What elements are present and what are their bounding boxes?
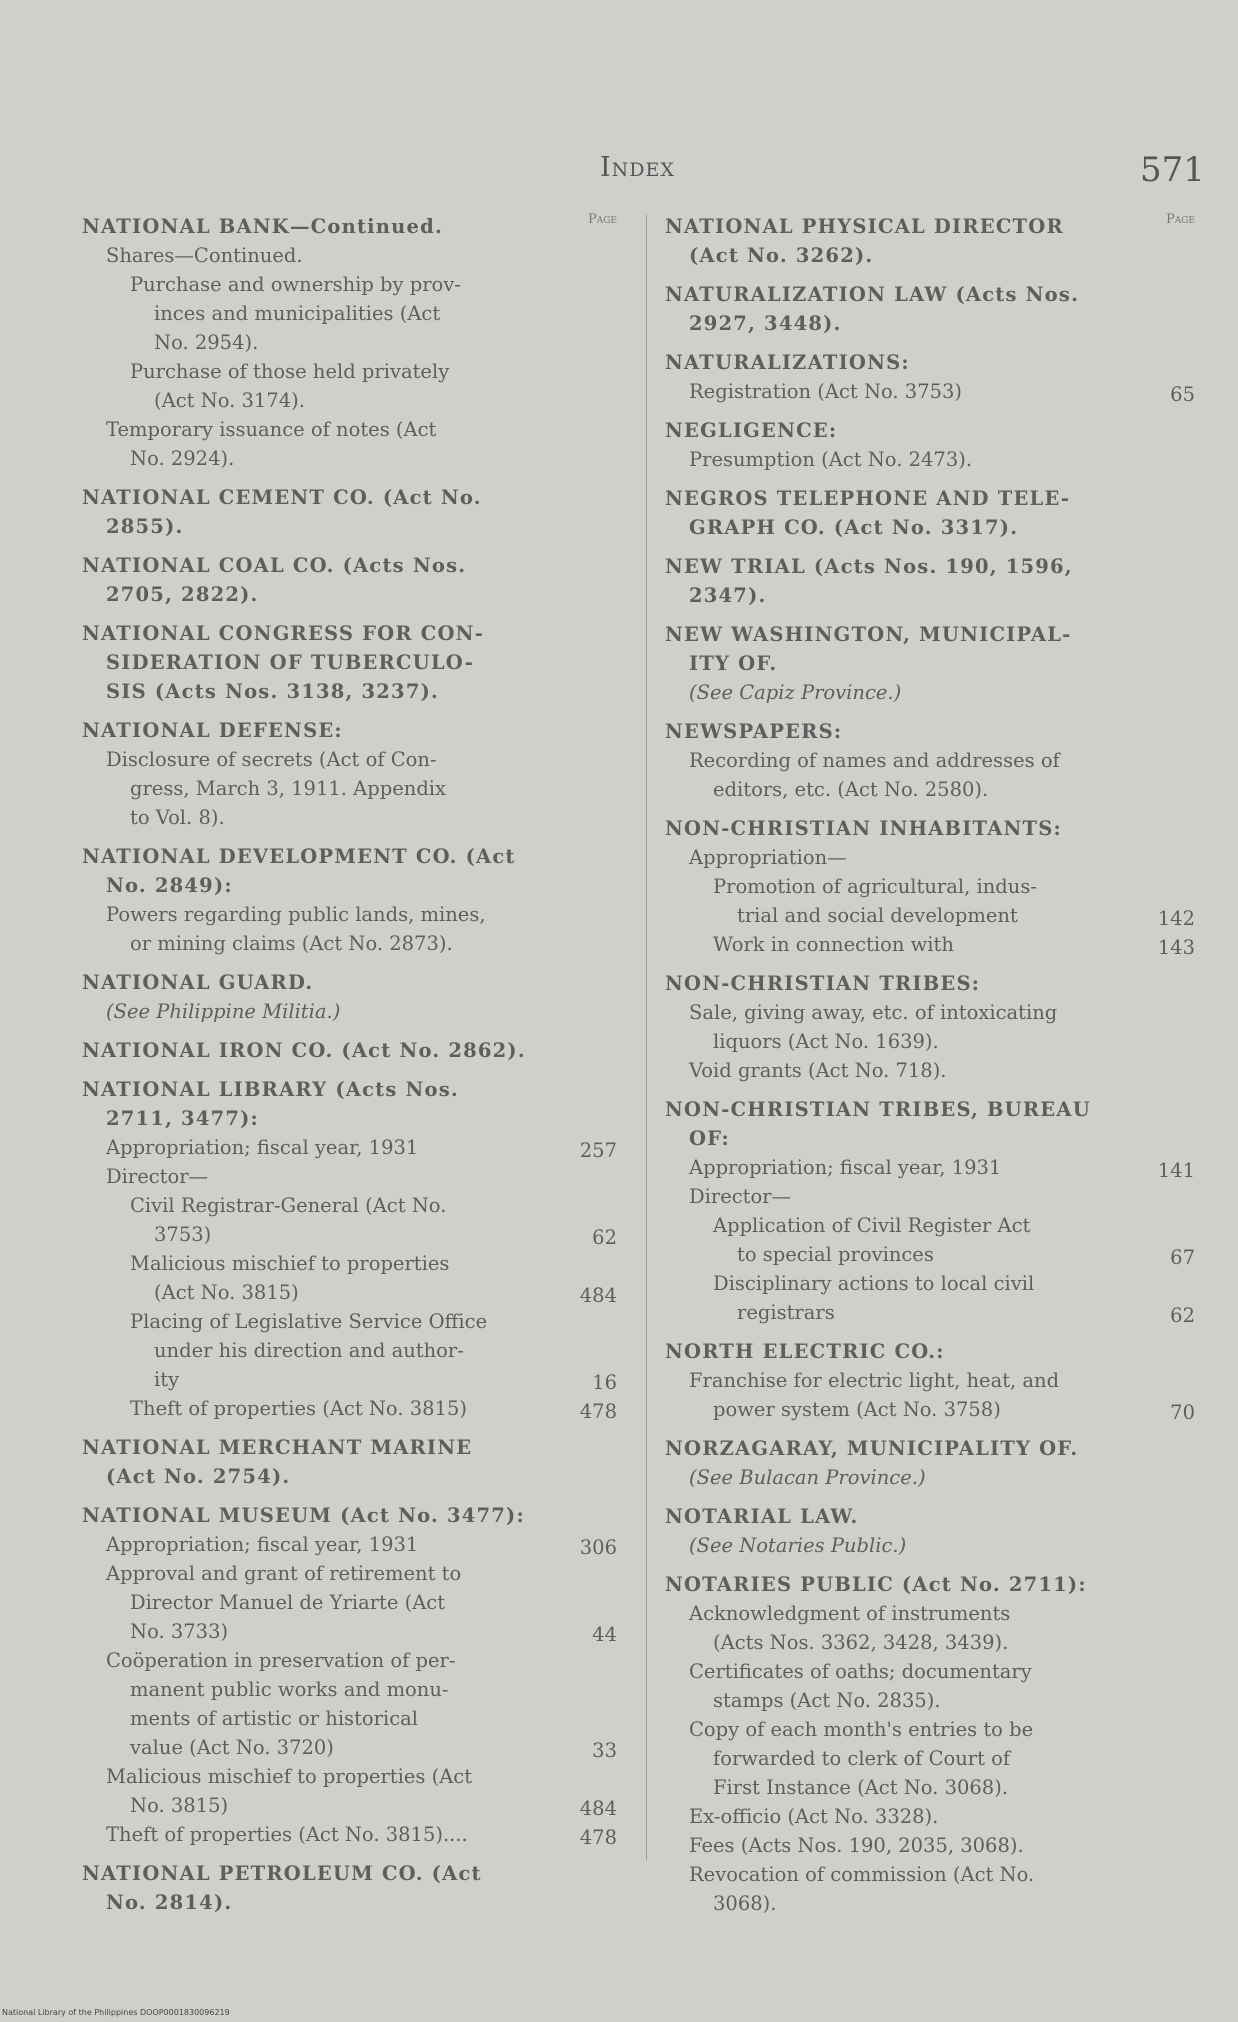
index-subentry xyxy=(665,843,1195,872)
index-line: Void grants (Act No. 718). xyxy=(689,1059,947,1082)
index-line: NEWSPAPERS: xyxy=(665,720,843,743)
index-subentry xyxy=(665,1531,1195,1560)
index-line: NEW WASHINGTON, MUNICIPAL- xyxy=(665,623,1072,646)
index-line: Malicious mischief to properties (Act xyxy=(106,1765,473,1788)
index-subentry xyxy=(665,1182,1195,1211)
index-heading xyxy=(82,842,617,900)
index-line: NATURALIZATION LAW (Acts Nos. xyxy=(665,283,1080,306)
index-subentry xyxy=(82,997,617,1026)
index-subentry xyxy=(82,1762,617,1820)
index-line: NATIONAL MUSEUM (Act No. 3477): xyxy=(82,1504,525,1527)
index-line: Placing of Legislative Service Office xyxy=(130,1310,488,1333)
index-heading xyxy=(665,552,1195,610)
index-line: ity xyxy=(154,1368,180,1391)
index-line: Application of Civil Register Act xyxy=(713,1214,1031,1237)
index-subentry xyxy=(665,1056,1195,1085)
index-heading xyxy=(665,620,1195,678)
index-heading xyxy=(82,1859,617,1917)
index-subentry xyxy=(82,1133,617,1162)
index-heading xyxy=(665,348,1195,377)
right-index-column xyxy=(665,212,1195,1918)
index-line: (Act No. 3174). xyxy=(154,389,305,412)
index-heading xyxy=(665,1095,1195,1153)
index-heading xyxy=(82,1075,617,1133)
page-column-label-left: Page xyxy=(587,212,617,227)
index-heading xyxy=(665,416,1195,445)
index-line: NATURALIZATIONS: xyxy=(665,351,910,374)
index-line: gress, March 3, 1911. Appendix xyxy=(130,777,447,800)
index-line: manent public works and monu- xyxy=(130,1678,449,1701)
index-subentry xyxy=(82,1394,617,1423)
index-line: Coöperation in preservation of per- xyxy=(106,1649,456,1672)
index-line: NATIONAL IRON CO. (Act No. 2862). xyxy=(82,1039,526,1062)
index-line: (Act No. 2754). xyxy=(106,1465,291,1488)
index-subentry xyxy=(665,1860,1195,1918)
index-subentry xyxy=(665,1366,1195,1424)
index-line: (See Notaries Public.) xyxy=(689,1534,907,1557)
index-heading xyxy=(82,619,617,706)
index-subentry xyxy=(665,678,1195,707)
index-subentry xyxy=(82,1559,617,1646)
page-reference: 67 xyxy=(1170,1246,1195,1269)
index-line: NORZAGARAY, MUNICIPALITY OF. xyxy=(665,1437,1079,1460)
index-line: SIDERATION OF TUBERCULO- xyxy=(106,651,474,674)
index-line: Ex-officio (Act No. 3328). xyxy=(689,1805,939,1828)
index-line: No. 2924). xyxy=(130,447,235,470)
index-line: 2855). xyxy=(106,515,184,538)
index-subentry xyxy=(665,1802,1195,1831)
index-line: NATIONAL DEFENSE: xyxy=(82,719,343,742)
index-line: NATIONAL LIBRARY (Acts Nos. xyxy=(82,1078,459,1101)
index-line: NATIONAL CONGRESS FOR CON- xyxy=(82,622,484,645)
index-line: stamps (Act No. 2835). xyxy=(713,1689,941,1712)
index-line: Director Manuel de Yriarte (Act xyxy=(130,1591,446,1614)
index-line: Shares—Continued. xyxy=(106,244,303,267)
page-reference: 306 xyxy=(579,1536,617,1559)
index-subentry xyxy=(82,1307,617,1394)
page-reference: 62 xyxy=(1170,1304,1195,1327)
page-reference: 257 xyxy=(579,1139,617,1162)
index-subentry xyxy=(82,1646,617,1762)
index-subentry xyxy=(665,1211,1195,1269)
index-line: NON-CHRISTIAN TRIBES: xyxy=(665,972,981,995)
page-reference: 62 xyxy=(592,1226,617,1249)
index-line: Certificates of oaths; documentary xyxy=(689,1660,1032,1683)
index-line: Copy of each month's entries to be xyxy=(689,1718,1034,1741)
index-line: NATIONAL DEVELOPMENT CO. (Act xyxy=(82,845,516,868)
index-heading xyxy=(82,968,617,997)
index-subentry xyxy=(665,930,1195,959)
index-subentry xyxy=(82,1530,617,1559)
index-line: NOTARIAL LAW. xyxy=(665,1505,859,1528)
index-line: Malicious mischief to properties xyxy=(130,1252,450,1275)
index-subentry xyxy=(665,1831,1195,1860)
index-line: First Instance (Act No. 3068). xyxy=(713,1776,1009,1799)
index-line: 2711, 3477): xyxy=(106,1107,259,1130)
index-line: Registration (Act No. 3753) xyxy=(689,380,963,403)
index-line: Purchase of those held privately xyxy=(130,360,450,383)
index-line: Theft of properties (Act No. 3815).... xyxy=(106,1823,468,1846)
index-heading xyxy=(665,1434,1195,1463)
page-reference: 33 xyxy=(592,1739,617,1762)
index-line: (See Capiz Province.) xyxy=(689,681,902,704)
index-line: NATIONAL GUARD. xyxy=(82,971,314,994)
index-line: GRAPH CO. (Act No. 3317). xyxy=(689,516,1019,539)
index-line: NATIONAL COAL CO. (Acts Nos. xyxy=(82,554,467,577)
index-line: under his direction and author- xyxy=(154,1339,464,1362)
index-line: Appropriation— xyxy=(689,846,847,869)
index-line: Civil Registrar-General (Act No. xyxy=(130,1194,447,1217)
index-line: Director— xyxy=(689,1185,792,1208)
index-heading xyxy=(665,1502,1195,1531)
index-line: or mining claims (Act No. 2873). xyxy=(130,932,453,955)
index-line: OF: xyxy=(689,1127,730,1150)
left-index-column xyxy=(82,212,617,1917)
index-heading xyxy=(82,1433,617,1491)
column-divider xyxy=(646,215,647,1860)
index-line: Disciplinary actions to local civil xyxy=(713,1272,1035,1295)
page-header-title: Index xyxy=(600,152,675,183)
page-reference: 143 xyxy=(1157,936,1195,959)
index-line: inces and municipalities (Act xyxy=(154,302,441,325)
index-subentry xyxy=(665,1599,1195,1657)
index-line: Appropriation; fiscal year, 1931 xyxy=(106,1136,419,1159)
index-heading xyxy=(665,212,1195,270)
index-subentry xyxy=(82,1249,617,1307)
page-reference: 478 xyxy=(579,1826,617,1849)
index-subentry xyxy=(665,1269,1195,1327)
index-line: 2705, 2822). xyxy=(106,583,259,606)
index-line: 3068). xyxy=(713,1892,777,1915)
index-subentry xyxy=(665,1715,1195,1802)
index-line: Appropriation; fiscal year, 1931 xyxy=(106,1533,419,1556)
page-reference: 142 xyxy=(1157,907,1195,930)
index-subentry xyxy=(82,1820,617,1849)
index-subentry xyxy=(665,1657,1195,1715)
index-line: Temporary issuance of notes (Act xyxy=(106,418,437,441)
index-line: Recording of names and addresses of xyxy=(689,749,1060,772)
index-line: No. 3733) xyxy=(130,1620,229,1643)
page-reference: 65 xyxy=(1170,383,1195,406)
index-line: NATIONAL MERCHANT MARINE xyxy=(82,1436,473,1459)
page-reference: 478 xyxy=(579,1400,617,1423)
index-line: (Act No. 3262). xyxy=(689,244,874,267)
index-line: trial and social development xyxy=(737,904,1018,927)
page-column-label-right: Page xyxy=(1165,212,1195,227)
index-line: Disclosure of secrets (Act of Con- xyxy=(106,748,437,771)
index-line: Approval and grant of retirement to xyxy=(106,1562,462,1585)
index-line: Acknowledgment of instruments xyxy=(689,1602,1011,1625)
index-line: (Acts Nos. 3362, 3428, 3439). xyxy=(713,1631,1009,1654)
index-line: NATIONAL BANK—Continued. xyxy=(82,215,443,238)
index-heading xyxy=(665,814,1195,843)
index-line: SIS (Acts Nos. 3138, 3237). xyxy=(106,680,440,703)
index-line: NON-CHRISTIAN INHABITANTS: xyxy=(665,817,1062,840)
index-line: Theft of properties (Act No. 3815) xyxy=(130,1397,467,1420)
index-subentry xyxy=(82,241,617,270)
index-line: registrars xyxy=(737,1301,835,1324)
index-subentry xyxy=(665,746,1195,804)
page-reference: 484 xyxy=(579,1797,617,1820)
scan-footer: National Library of the Philippines DOOP0001830096219 xyxy=(2,2008,230,2017)
index-line: Franchise for electric light, heat, and xyxy=(689,1369,1060,1392)
index-subentry xyxy=(665,872,1195,930)
index-line: NOTARIES PUBLIC (Act No. 2711): xyxy=(665,1573,1087,1596)
index-heading xyxy=(665,280,1195,338)
index-line: No. 3815) xyxy=(130,1794,229,1817)
index-line: (See Philippine Militia.) xyxy=(106,1000,341,1023)
index-line: editors, etc. (Act No. 2580). xyxy=(713,778,989,801)
index-line: Work in connection with xyxy=(713,933,954,956)
index-subentry xyxy=(665,1153,1195,1182)
index-subentry xyxy=(665,1463,1195,1492)
index-heading xyxy=(665,484,1195,542)
index-line: NEW TRIAL (Acts Nos. 190, 1596, xyxy=(665,555,1073,578)
index-subentry xyxy=(82,745,617,832)
index-line: value (Act No. 3720) xyxy=(130,1736,334,1759)
index-subentry xyxy=(82,415,617,473)
index-line: Revocation of commission (Act No. xyxy=(689,1863,1035,1886)
index-line: power system (Act No. 3758) xyxy=(713,1398,1001,1421)
index-line: NATIONAL CEMENT CO. (Act No. xyxy=(82,486,482,509)
index-line: 2347). xyxy=(689,584,767,607)
index-line: No. 2849): xyxy=(106,874,233,897)
index-heading xyxy=(82,716,617,745)
index-subentry xyxy=(665,377,1195,406)
index-line: Powers regarding public lands, mines, xyxy=(106,903,486,926)
index-line: NATIONAL PETROLEUM CO. (Act xyxy=(82,1862,482,1885)
index-line: NEGLIGENCE: xyxy=(665,419,838,442)
index-line: ITY OF. xyxy=(689,652,778,675)
index-subentry xyxy=(82,1162,617,1191)
index-line: Purchase and ownership by prov- xyxy=(130,273,461,296)
index-line: No. 2954). xyxy=(154,331,259,354)
page-reference: 70 xyxy=(1170,1401,1195,1424)
page-reference: 141 xyxy=(1157,1159,1195,1182)
index-line: to special provinces xyxy=(737,1243,934,1266)
page-reference: 16 xyxy=(592,1371,617,1394)
index-heading xyxy=(82,212,617,241)
index-heading xyxy=(665,717,1195,746)
index-line: NATIONAL PHYSICAL DIRECTOR xyxy=(665,215,1064,238)
index-line: 2927, 3448). xyxy=(689,312,842,335)
index-line: NORTH ELECTRIC CO.: xyxy=(665,1340,945,1363)
page-reference: 484 xyxy=(579,1284,617,1307)
index-line: liquors (Act No. 1639). xyxy=(713,1030,939,1053)
index-heading xyxy=(82,1501,617,1530)
index-line: (Act No. 3815) xyxy=(154,1281,299,1304)
page-reference: 44 xyxy=(592,1623,617,1646)
index-line: No. 2814). xyxy=(106,1891,233,1914)
index-line: Sale, giving away, etc. of intoxicating xyxy=(689,1001,1058,1024)
index-subentry xyxy=(82,270,617,357)
index-line: Appropriation; fiscal year, 1931 xyxy=(689,1156,1002,1179)
index-heading xyxy=(82,551,617,609)
index-line: forwarded to clerk of Court of xyxy=(713,1747,1011,1770)
index-subentry xyxy=(82,1191,617,1249)
index-subentry xyxy=(665,998,1195,1056)
index-subentry xyxy=(82,357,617,415)
index-line: (See Bulacan Province.) xyxy=(689,1466,926,1489)
index-line: ments of artistic or historical xyxy=(130,1707,418,1730)
index-line: Presumption (Act No. 2473). xyxy=(689,448,973,471)
index-line: NON-CHRISTIAN TRIBES, BUREAU xyxy=(665,1098,1091,1121)
index-line: 3753) xyxy=(154,1223,212,1246)
index-heading xyxy=(665,1337,1195,1366)
index-line: Director— xyxy=(106,1165,209,1188)
index-heading xyxy=(665,969,1195,998)
index-line: NEGROS TELEPHONE AND TELE- xyxy=(665,487,1071,510)
page-number: 571 xyxy=(1140,150,1205,190)
index-heading xyxy=(82,1036,617,1065)
index-line: to Vol. 8). xyxy=(130,806,225,829)
index-heading xyxy=(665,1570,1195,1599)
index-subentry xyxy=(82,900,617,958)
index-line: Promotion of agricultural, indus- xyxy=(713,875,1037,898)
index-subentry xyxy=(665,445,1195,474)
index-heading xyxy=(82,483,617,541)
index-line: Fees (Acts Nos. 190, 2035, 3068). xyxy=(689,1834,1024,1857)
